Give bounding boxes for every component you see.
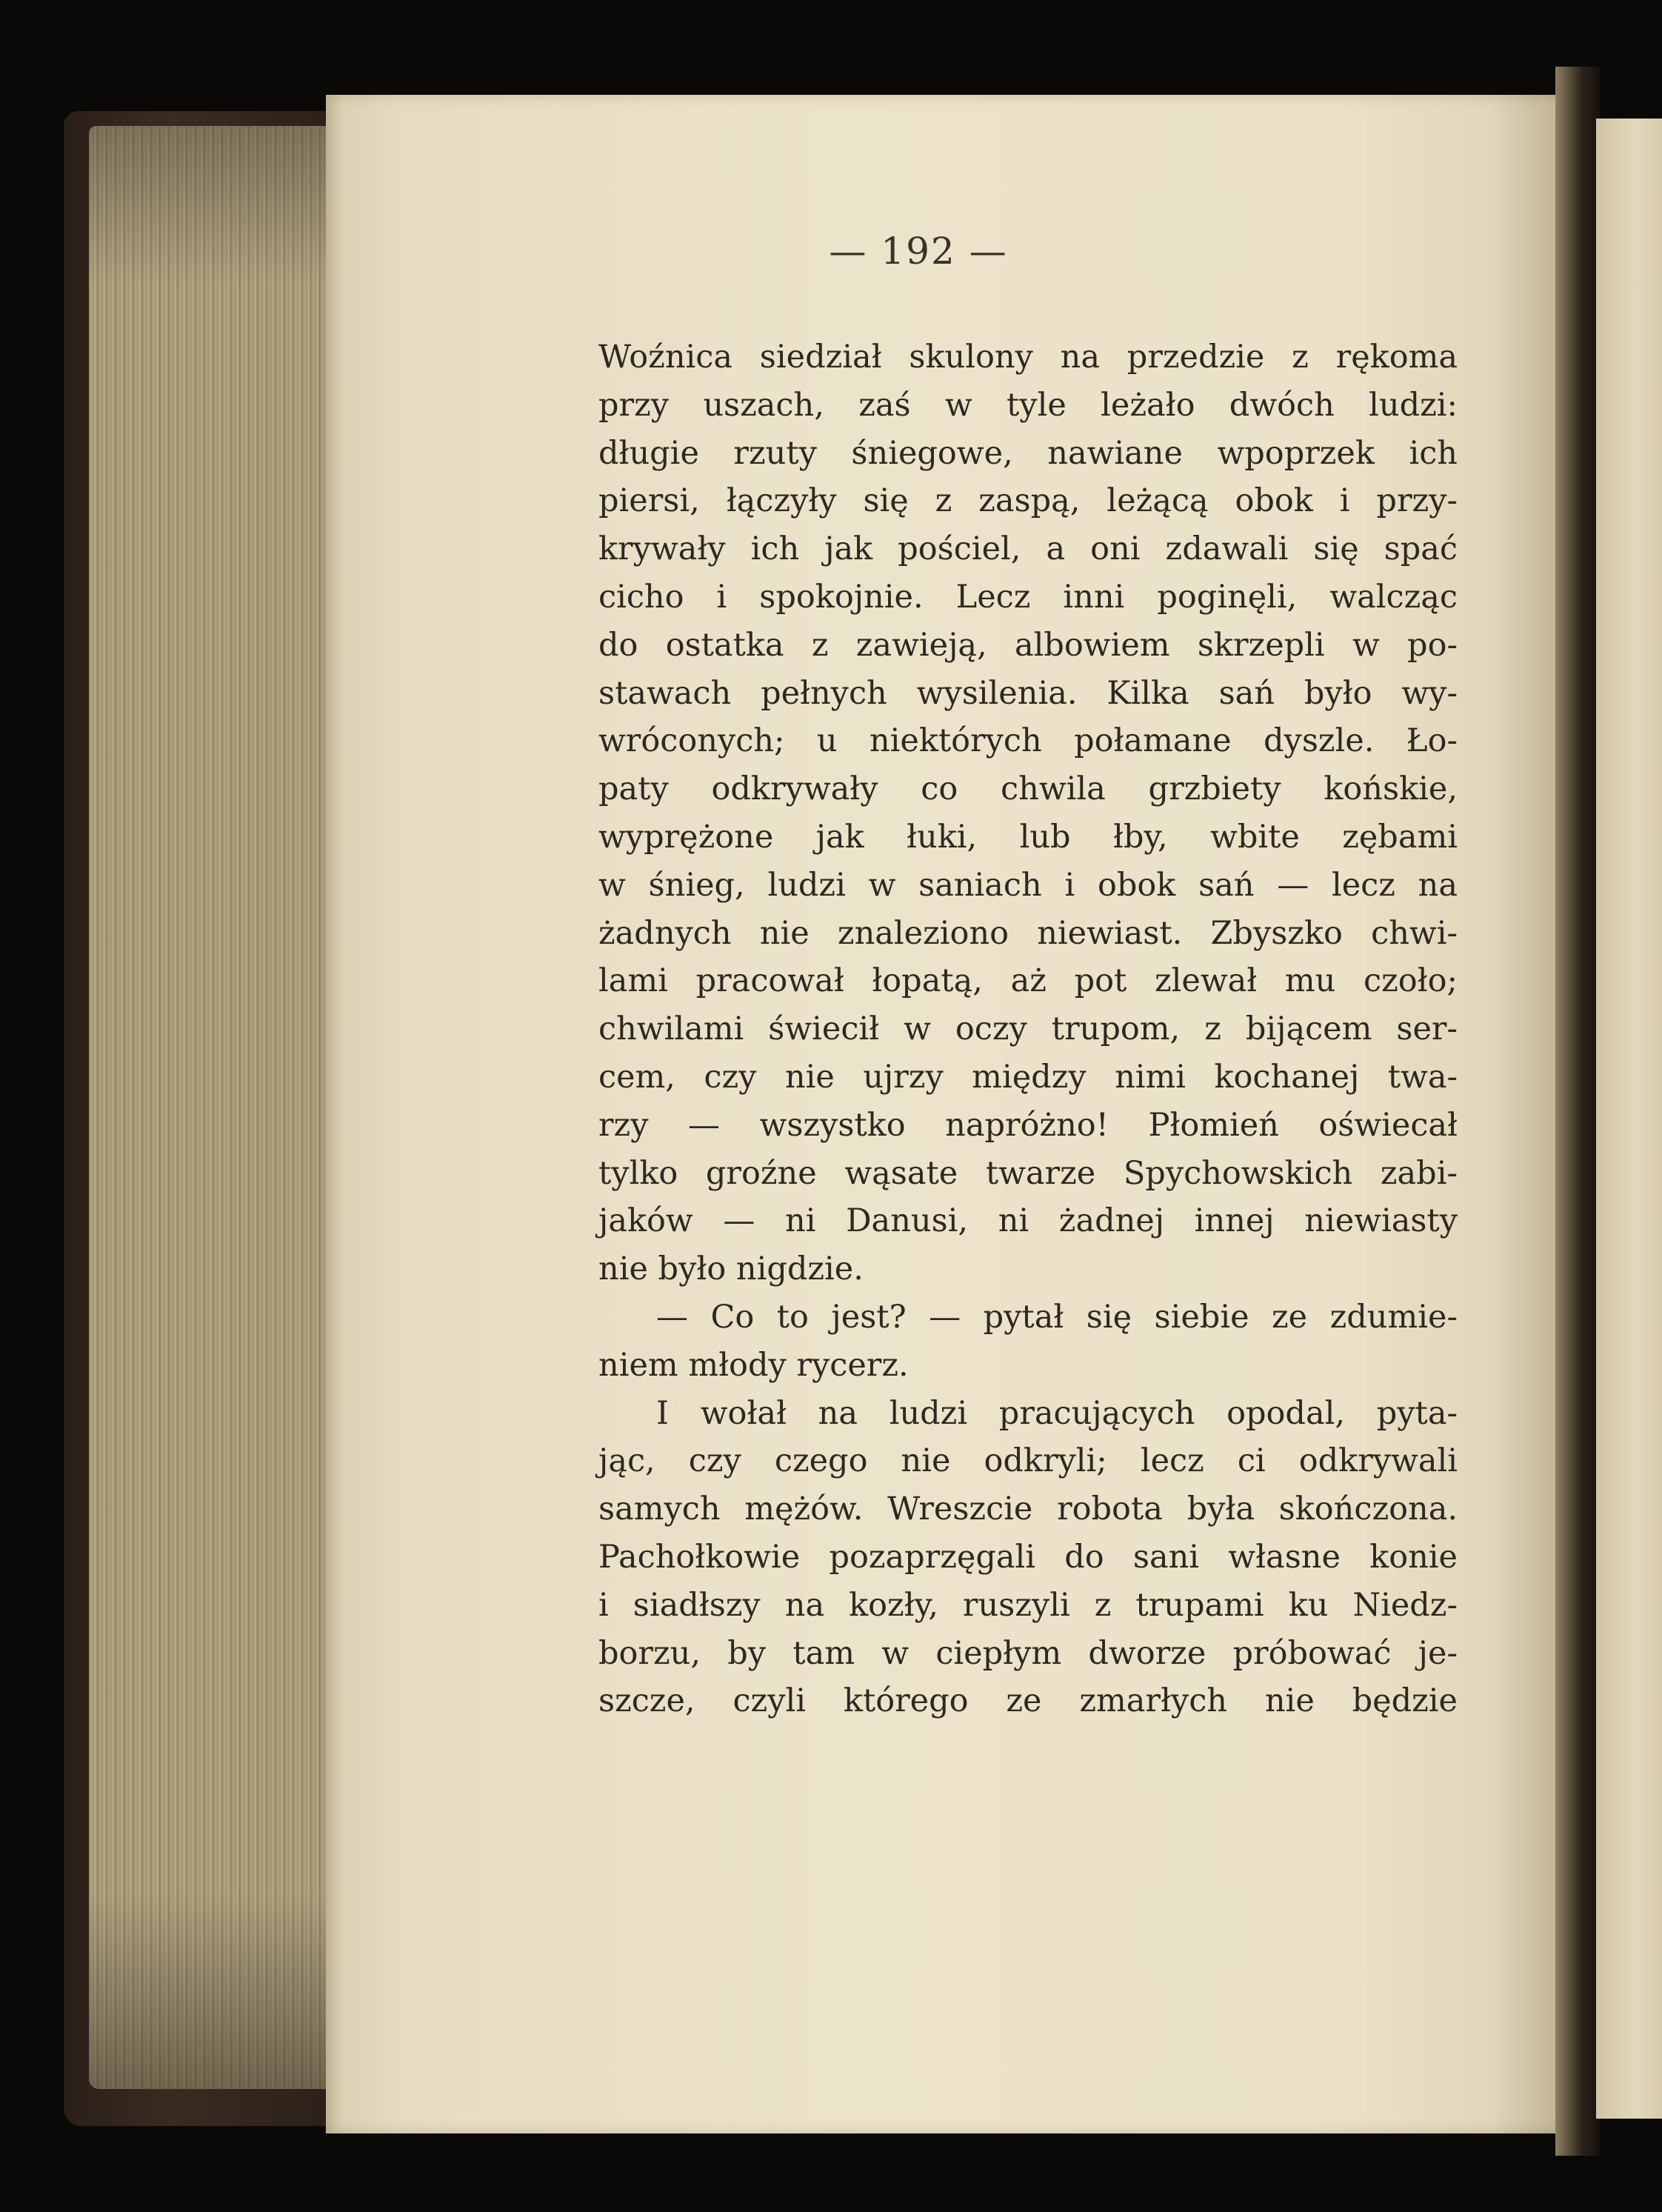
text-line: w śnieg, ludzi w saniach i obok sań — lecz na — [598, 866, 1458, 904]
text-line: chwilami świecił w oczy trupom, z bijącem ser- — [598, 1010, 1458, 1048]
next-page-edge — [1596, 119, 1662, 2119]
text-line: cicho i spokojnie. Lecz inni poginęli, walcząc — [598, 578, 1458, 616]
text-line: lami pracował łopatą, aż pot zlewał mu czoło; — [598, 962, 1458, 1000]
text-line: rzy — wszystko napróżno! Płomień oświecał — [598, 1106, 1458, 1144]
text-line: krywały ich jak pościel, a oni zdawali się spać — [598, 530, 1458, 568]
text-line: jaków — ni Danusi, ni żadnej innej niewiasty — [598, 1202, 1458, 1240]
text-line: wróconych; u niektórych połamane dyszle. Ło- — [598, 722, 1458, 760]
text-line: nie było nigdzie. — [598, 1250, 864, 1288]
text-line: piersi, łączyły się z zaspą, leżącą obok i przy- — [598, 482, 1458, 520]
page-number: — 192 — — [829, 230, 1008, 273]
text-line: żadnych nie znaleziono niewiast. Zbyszko chwi- — [598, 914, 1458, 952]
text-line: wyprężone jak łuki, lub łby, wbite zębami — [598, 818, 1458, 856]
book-gutter — [1555, 67, 1600, 2156]
body-text — [598, 333, 1458, 1725]
text-line: cem, czy nie ujrzy między nimi kochanej twa- — [598, 1058, 1458, 1096]
text-line: paty odkrywały co chwila grzbiety końskie, — [598, 770, 1458, 808]
text-line: szcze, czyli którego ze zmarłych nie będzie — [598, 1682, 1458, 1720]
text-line: jąc, czy czego nie odkryli; lecz ci odkrywali — [598, 1442, 1458, 1480]
text-line: przy uszach, zaś w tyle leżało dwóch ludzi: — [598, 386, 1458, 424]
text-line: i siadłszy na kozły, ruszyli z trupami ku Niedz- — [598, 1586, 1458, 1624]
text-line: stawach pełnych wysilenia. Kilka sań było wy- — [598, 674, 1458, 712]
text-line: samych mężów. Wreszcie robota była skończona. — [598, 1490, 1458, 1528]
text-line: niem młody rycerz. — [598, 1346, 909, 1384]
text-line: tylko groźne wąsate twarze Spychowskich zabi- — [598, 1154, 1458, 1192]
text-line: I wołał na ludzi pracujących opodal, pyta- — [656, 1394, 1458, 1432]
text-line: do ostatka z zawieją, albowiem skrzepli w po- — [598, 626, 1458, 664]
text-line: Pachołkowie pozaprzęgali do sani własne konie — [598, 1538, 1458, 1576]
text-line: długie rzuty śniegowe, nawiane wpoprzek ich — [598, 434, 1458, 472]
page-block-edges — [89, 126, 333, 2089]
text-line: — Co to jest? — pytał się siebie ze zdumie- — [656, 1298, 1458, 1336]
text-line: Woźnica siedział skulony na przedzie z rękoma — [598, 339, 1458, 376]
text-line: borzu, by tam w ciepłym dworze próbować je- — [598, 1634, 1458, 1672]
